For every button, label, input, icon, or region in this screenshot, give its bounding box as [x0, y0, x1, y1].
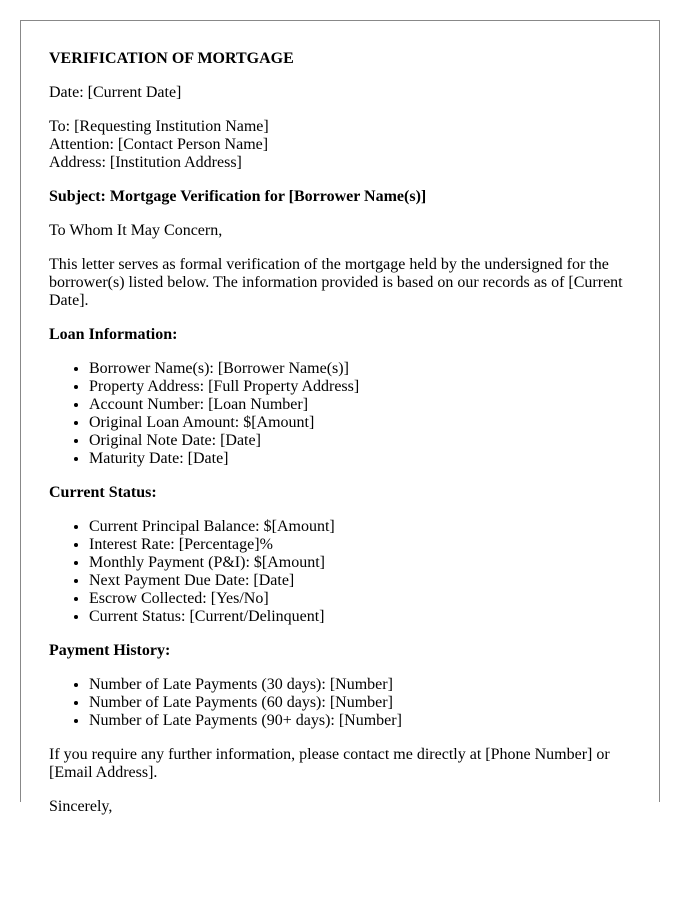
recipient-block	[49, 118, 631, 172]
list-item: • Account Number: [Loan Number]	[89, 396, 631, 414]
list-item: • Number of Late Payments (30 days): [Number]	[89, 676, 631, 694]
loan-information-heading: Loan Information:	[49, 326, 178, 343]
list-item: • Next Payment Due Date: [Date]	[89, 572, 631, 590]
list-item: • Borrower Name(s): [Borrower Name(s)]	[89, 360, 631, 378]
list-item: • Current Status: [Current/Delinquent]	[89, 608, 631, 626]
list-item: • Number of Late Payments (90+ days): [Number]	[89, 712, 631, 730]
current-status-heading: Current Status:	[49, 484, 157, 501]
recipient-address: Address: [Institution Address]	[49, 154, 242, 171]
list-item: • Number of Late Payments (60 days): [Number]	[89, 694, 631, 712]
loan-information-list	[49, 360, 631, 468]
date-line: Date: [Current Date]	[49, 84, 182, 101]
recipient-to: To: [Requesting Institution Name]	[49, 118, 269, 135]
payment-history-heading: Payment History:	[49, 642, 171, 659]
list-item: • Original Loan Amount: $[Amount]	[89, 414, 631, 432]
closing-paragraph: If you require any further information, please contact me directly at [Phone Number] or [Email Address].	[49, 746, 610, 781]
document-content	[21, 50, 659, 816]
list-item: • Original Note Date: [Date]	[89, 432, 631, 450]
list-item: • Interest Rate: [Percentage]%	[89, 536, 631, 554]
recipient-attention: Attention: [Contact Person Name]	[49, 136, 269, 153]
payment-history-list	[49, 676, 631, 730]
list-item: • Monthly Payment (P&I): $[Amount]	[89, 554, 631, 572]
current-status-list	[49, 518, 631, 626]
list-item: • Escrow Collected: [Yes/No]	[89, 590, 631, 608]
list-item: • Property Address: [Full Property Address]	[89, 378, 631, 396]
list-item: • Maturity Date: [Date]	[89, 450, 631, 468]
document-title: VERIFICATION OF MORTGAGE	[49, 50, 294, 67]
salutation: To Whom It May Concern,	[49, 222, 223, 239]
subject-line: Subject: Mortgage Verification for [Borrower Name(s)]	[49, 188, 427, 205]
document-page	[20, 20, 660, 815]
sign-off: Sincerely,	[49, 798, 113, 815]
intro-paragraph: This letter serves as formal verification of the mortgage held by the undersigned for the borrower(s) listed below. The information provided is based on our records as of [Current Date].	[49, 256, 623, 309]
list-item: • Current Principal Balance: $[Amount]	[89, 518, 631, 536]
